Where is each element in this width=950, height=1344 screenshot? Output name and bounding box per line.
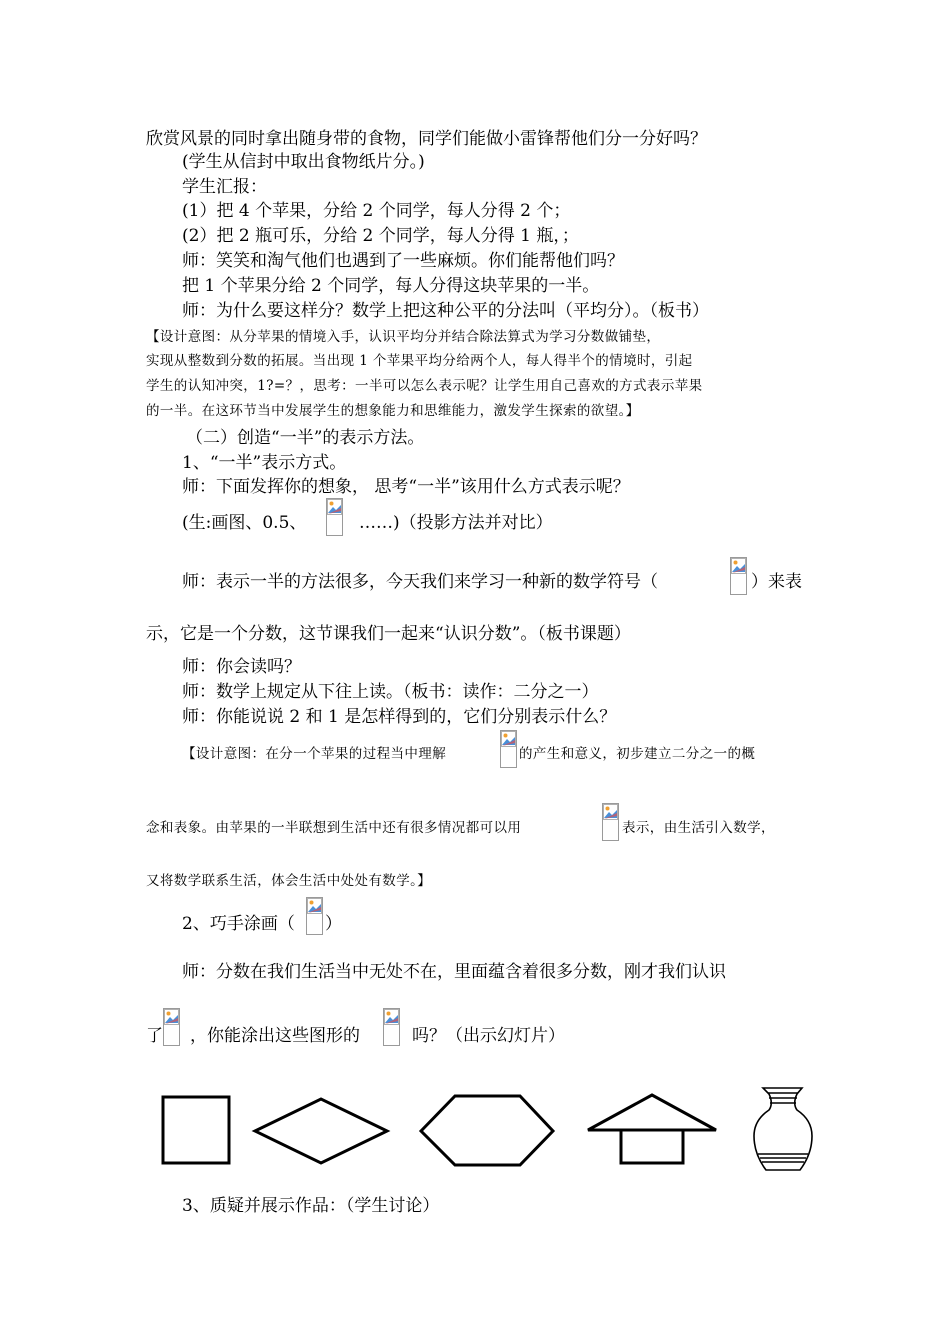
- paragraph-line: (1）把 4 个苹果，分给 2 个同学，每人分得 2 个；: [182, 201, 571, 221]
- paragraph-line: (2）把 2 瓶可乐，分给 2 个同学，每人分得 1 瓶，；: [182, 226, 579, 246]
- paragraph-line: 2、巧手涂画（: [182, 914, 295, 934]
- broken-image-icon: [326, 498, 343, 536]
- paragraph-line: 师：数学上规定从下往上读。（板书：读作：二分之一）: [182, 682, 599, 702]
- design-note-line: 【设计意图：从分苹果的情境入手，认识平均分并结合除法算式为学习分数做铺垫，: [146, 329, 661, 345]
- paragraph-line: 把 1 个苹果分给 2 个同学，每人分得这块苹果的一半。: [182, 276, 600, 296]
- paragraph-line: 欣赏风景的同时拿出随身带的食物，同学们能做小雷锋帮他们分一分好吗？: [146, 129, 707, 149]
- paragraph-line: 师：下面发挥你的想象， 思考“一半”该用什么方式表示呢？: [182, 477, 630, 497]
- broken-image-icon: [383, 1008, 400, 1046]
- paragraph-line: 3、质疑并展示作品：（学生讨论）: [182, 1196, 440, 1216]
- broken-image-icon: [163, 1008, 180, 1046]
- paragraph-line: 师：表示一半的方法很多，今天我们来学习一种新的数学符号（: [182, 572, 658, 592]
- paragraph-line: (生:画图、0.5、: [182, 513, 307, 533]
- paragraph-line: ……)（投影方法并对比）: [359, 513, 553, 533]
- design-note-line: 【设计意图：在分一个苹果的过程当中理解: [182, 746, 447, 762]
- paragraph-line: ）: [325, 914, 342, 934]
- design-note-line: 的一半。在这环节当中发展学生的想象能力和思维能力，激发学生探索的欲望。】: [146, 403, 640, 419]
- hexagon-shape: [421, 1096, 553, 1165]
- design-note-line: 又将数学联系生活，体会生活中处处有数学。】: [146, 873, 432, 889]
- design-note-line: 念和表象。由苹果的一半联想到生活中还有很多情况都可以用: [146, 820, 522, 836]
- paragraph-line: 了: [146, 1026, 163, 1046]
- paragraph-line: 吗？（出示幻灯片）: [412, 1026, 565, 1046]
- paragraph-line: 师：分数在我们生活当中无处不在，里面蕴含着很多分数，刚才我们认识: [182, 962, 726, 982]
- section-heading: （二）创造“一半”的表示方法。: [186, 428, 425, 448]
- design-note-line: 学生的认知冲突，1?=？，思考：一半可以怎么表示呢？让学生用自己喜欢的方式表示苹果: [146, 378, 703, 394]
- house-shape: [588, 1095, 716, 1163]
- broken-image-icon: [730, 557, 747, 595]
- paragraph-line: (学生从信封中取出食物纸片分。): [182, 152, 425, 172]
- paragraph-line: 师：笑笑和淘气他们也遇到了一些麻烦。你们能帮他们吗？: [182, 251, 624, 271]
- design-note-line: 的产生和意义，初步建立二分之一的概: [519, 746, 756, 762]
- broken-image-icon: [602, 803, 619, 841]
- paragraph-line: 师：你能说说 2 和 1 是怎样得到的，它们分别表示什么？: [182, 707, 617, 727]
- broken-image-icon: [306, 897, 323, 935]
- design-note-line: 实现从整数到分数的拓展。当出现 1 个苹果平均分给两个人，每人得半个的情境时，引起: [146, 353, 693, 369]
- paragraph-line: 1、“一半”表示方式。: [182, 453, 347, 473]
- rhombus-shape: [255, 1099, 387, 1163]
- paragraph-line: ，你能涂出这些图形的: [190, 1026, 360, 1046]
- square-shape: [163, 1097, 229, 1163]
- paragraph-line: 示，它是一个分数，这节课我们一起来“认识分数”。（板书课题）: [146, 624, 631, 644]
- paragraph-line: ）来表: [751, 572, 802, 592]
- paragraph-line: 师：你会读吗？: [182, 657, 301, 677]
- vase-shape: [754, 1088, 812, 1170]
- broken-image-icon: [500, 730, 517, 768]
- paragraph-line: 师：为什么要这样分？数学上把这种公平的分法叫（平均分）。（板书）: [182, 301, 709, 321]
- design-note-line: 表示，由生活引入数学，: [622, 820, 775, 836]
- paragraph-line: 学生汇报：: [182, 177, 267, 197]
